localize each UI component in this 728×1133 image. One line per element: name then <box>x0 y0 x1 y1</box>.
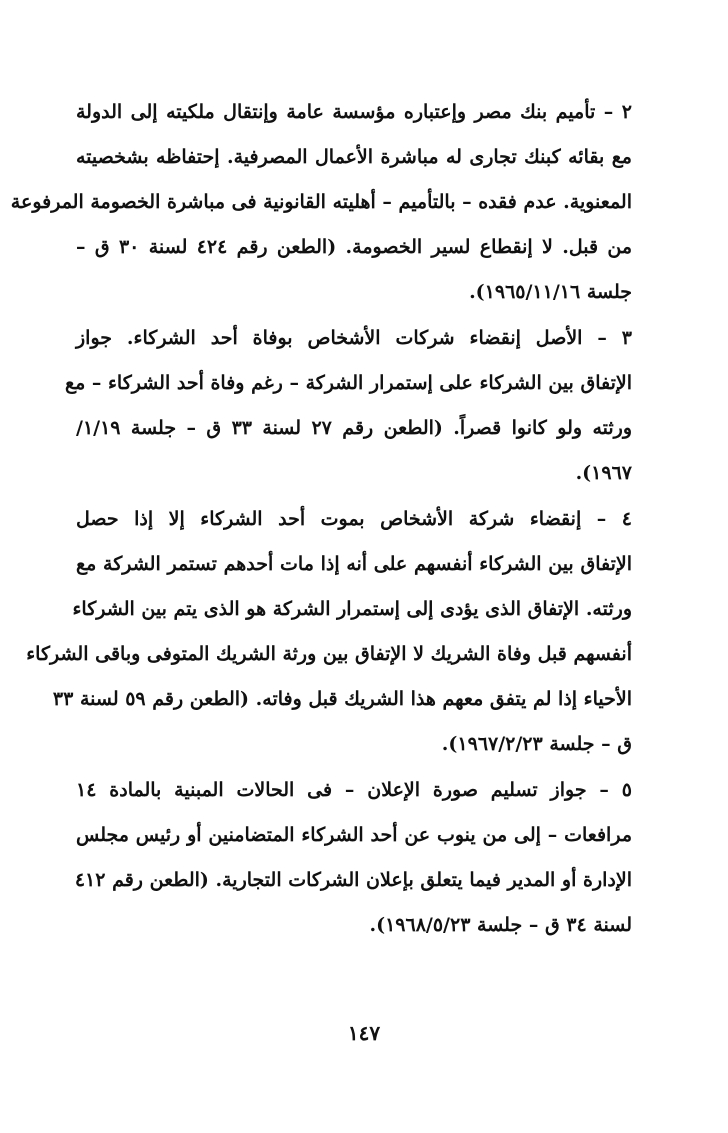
paragraph-line: الإدارة أو المدير فيما يتعلق بإعلان الشركات التجارية. (الطعن رقم ٤١٢ <box>74 869 632 891</box>
paragraph-line: لسنة ٣٤ ق – جلسة ١٩٦٨/٥/٢٣). <box>369 914 632 936</box>
paragraph-line: من قبل. لا إنقطاع لسير الخصومة. (الطعن رقم ٤٢٤ لسنة ٣٠ ق – <box>76 236 633 258</box>
paragraph-line: الأحياء إذا لم يتفق معهم هذا الشريك قبل وفاته. (الطعن رقم ٥٩ لسنة ٣٣ <box>52 688 632 710</box>
paragraph-line: ورثته. الإتفاق الذى يؤدى إلى إستمرار الشركة هو الذى يتم بين الشركاء <box>72 598 632 620</box>
paragraph-line: الإتفاق بين الشركاء أنفسهم على أنه إذا مات أحدهم تستمر الشركة مع <box>76 553 632 575</box>
paragraph-line: مرافعات – إلى من ينوب عن أحد الشركاء المتضامنين أو رئيس مجلس <box>76 824 632 846</box>
paragraph-3 <box>64 316 633 496</box>
paragraph-line: ١٩٦٧). <box>575 462 632 484</box>
paragraph-4 <box>26 497 632 767</box>
paragraph-line: أنفسهم قبل وفاة الشريك لا الإتفاق بين ورثة الشريك المتوفى وباقى الشركاء <box>26 643 632 665</box>
paragraph-2 <box>10 90 633 315</box>
paragraph-line: مع بقائه كبنك تجارى له مباشرة الأعمال المصرفية. إحتفاظه بشخصيته <box>76 146 632 168</box>
paragraph-line: المعنوية. عدم فقده – بالتأميم – أهليته القانونية فى مباشرة الخصومة المرفوعة <box>10 191 632 213</box>
paragraph-5 <box>76 768 632 948</box>
page-number: ١٤٧ <box>347 1021 381 1045</box>
paragraph-line: ٢ – تأميم بنك مصر وإعتباره مؤسسة عامة وإنتقال ملكيته إلى الدولة <box>76 101 632 123</box>
paragraph-line: ورثته ولو كانوا قصراً. (الطعن رقم ٢٧ لسنة ٣٣ ق – جلسة ١/١٩/ <box>76 417 633 439</box>
paragraph-line: ٣ – الأصل إنقضاء شركات الأشخاص بوفاة أحد الشركاء. جواز <box>76 327 632 349</box>
paragraph-line: ق – جلسة ١٩٦٧/٢/٢٣). <box>441 733 632 755</box>
paragraph-line: الإتفاق بين الشركاء على إستمرار الشركة – رغم وفاة أحد الشركاء – مع <box>64 372 632 394</box>
paragraph-line: جلسة ١٩٦٥/١١/١٦). <box>469 281 632 303</box>
paragraph-line: ٤ – إنقضاء شركة الأشخاص بموت أحد الشركاء إلا إذا حصل <box>76 508 632 530</box>
paragraph-line: ٥ – جواز تسليم صورة الإعلان – فى الحالات المبنية بالمادة ١٤ <box>76 779 632 801</box>
